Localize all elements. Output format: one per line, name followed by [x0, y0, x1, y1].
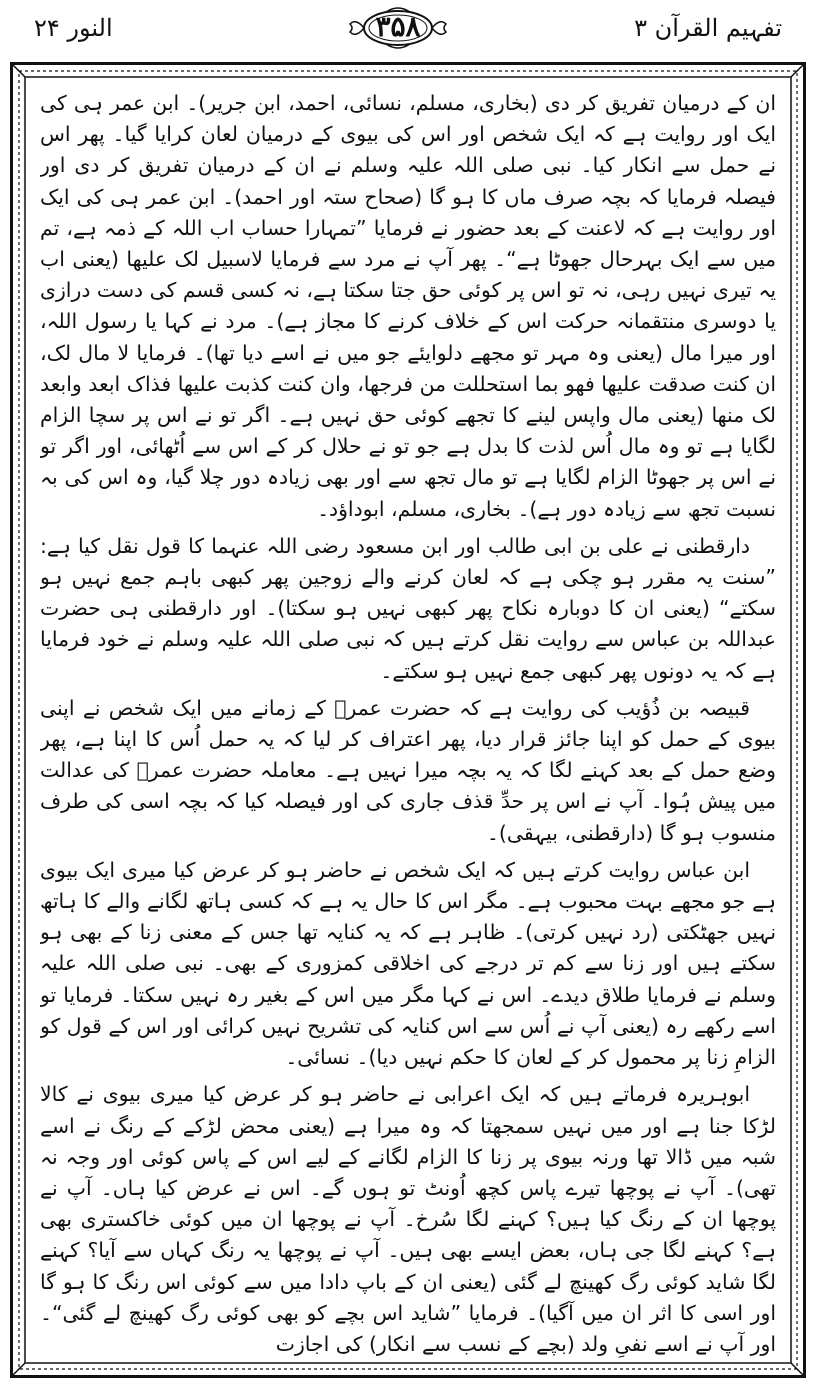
paragraph-2: دارقطنی نے علی بن ابی طالب اور ابن مسعود رضی اللہ عنہما کا قول نقل کیا ہے: ”سنت یہ مقرر ہو چکی ہے کہ لعان کرنے والے زوجین پھر کبھی باہم جمع نہیں ہو سکتے“ (یعنی ان کا دوبارہ نکاح پھر کبھی نہیں ہو سکتا)۔ اور دارقطنی ہی حضرت عبداللہ بن عباس سے روایت نقل کرتے ہیں کہ نبی صلی اللہ علیہ وسلم نے خود فرمایا ہے کہ یہ دونوں پھر کبھی جمع نہیں ہو سکتے۔ — [40, 533, 776, 683]
paragraph-4: ابن عباس روایت کرتے ہیں کہ ایک شخص نے حاضر ہو کر عرض کیا میری ایک بیوی ہے جو مجھے بہت محبوب ہے۔ مگر اس کا حال یہ ہے کہ کسی ہاتھ لگانے والے کا ہاتھ نہیں جھٹکتی (رد نہیں کرتی)۔ ظاہر ہے کہ یہ کنایہ تھا جس کے معنی زنا کے بھی ہو سکتے ہیں اور زنا سے کم تر درجے کی اخلاقی کمزوری کے بھی۔ نبی صلی اللہ علیہ وسلم نے فرمایا طلاق دیدے۔ اس نے کہا مگر میں اس کے بغیر رہ نہیں سکتا۔ فرمایا تو اسے رکھے رہ (یعنی آپ نے اُس سے اس کنایہ کی تشریح نہیں کرائی اور اس کے قول کو الزامِ زنا پر محمول کر کے لعان کا حکم نہیں دیا)۔ نسائی۔ — [40, 857, 776, 1070]
paragraph-5: ابوہریرہ فرماتے ہیں کہ ایک اعرابی نے حاضر ہو کر عرض کیا میری بیوی نے کالا لڑکا جنا ہے اور میں نہیں سمجھتا کہ وہ میرا ہے (یعنی محض لڑکے کے رنگ نے اسے شبہ میں ڈالا تھا ورنہ بیوی پر زنا کا الزام لگانے کے لیے اس کے پاس کوئی اور وجہ نہ تھی)۔ آپ نے پوچھا تیرے پاس کچھ اُونٹ تو ہوں گے۔ اس نے عرض کیا ہاں۔ آپ نے پوچھا ان کے رنگ کیا ہیں؟ کہنے لگا سُرخ۔ آپ نے پوچھا ان میں کوئی خاکستری بھی ہے؟ کہنے لگا جی ہاں، بعض ایسے بھی ہیں۔ آپ نے پوچھا یہ رنگ کہاں سے آیا؟ کہنے لگا شاید کوئی رگ کھینچ لے گئی (یعنی ان کے باپ دادا میں سے کوئی اس رنگ کا ہو گا اور اسی کا اثر ان میں آگیا)۔ فرمایا ”شاید اس بچے کو بھی کوئی رگ کھینچ لے گئی“۔ اور آپ نے اسے نفیِ ولد (بچے کے نسب سے انکار) کی اجازت — [40, 1082, 776, 1356]
page-frame — [10, 62, 806, 1378]
running-header-book-title: تفہیم القرآن ۳ — [634, 14, 782, 42]
page-header — [0, 0, 816, 66]
paragraph-1: ان کے درمیان تفریق کر دی (بخاری، مسلم، نسائی، احمد، ابن جریر)۔ ابن عمر ہی کی ایک اور روایت ہے کہ ایک شخص اور اس کی بیوی کے درمیان لعان کرایا گیا۔ پھر اس نے حمل سے انکار کیا۔ نبی صلی اللہ علیہ وسلم نے ان کے درمیان تفریق کر دی اور فیصلہ فرمایا کہ بچہ صرف ماں کا ہو گا (صحاح ستہ اور احمد)۔ ابن عمر ہی کی ایک اور روایت ہے کہ لاعنت کے بعد حضور نے فرمایا ”تمہارا حساب اب اللہ کے ذمہ ہے، تم میں سے ایک بہرحال جھوٹا ہے“۔ پھر آپ نے مرد سے فرمایا لاسبیل لک علیھا (یعنی اب یہ تیری نہیں رہی، نہ تو اس پر کوئی حق جتا سکتا ہے، نہ کسی قسم کی دست درازی یا دوسری منتقمانہ حرکت اس کے خلاف کرنے کا مجاز ہے)۔ مرد نے کہا یا رسول اللہ، اور میرا مال (یعنی وہ مہر تو مجھے دلوایئے جو میں نے اسے دیا تھا)۔ فرمایا لا مال لک، ان کنت صدقت علیھا فھو بما استحللت من فرجھا، وان کنت کذبت علیھا فذاک ابعد وابعد لک منھا (یعنی مال واپس لینے کا تجھے کوئی حق نہیں ہے۔ اگر تو نے اس پر سچا الزام لگایا ہے تو وہ مال اُس لذت کا بدل ہے جو تو نے حلال کر کے اس سے اُٹھائی، اور اگر تو نے اس پر جھوٹا الزام لگایا ہے تو مال تجھ سے اور بھی زیادہ دور چلا گیا، وہ اس کی بہ نسبت تجھ سے زیادہ دور ہے)۔ بخاری، مسلم، ابوداؤد۔ — [40, 91, 776, 521]
page-number: ۳۵۸ — [375, 10, 421, 43]
running-header-surah: النور ۲۴ — [34, 14, 113, 42]
paragraph-3: قبیصہ بن ذُؤیب کی روایت ہے کہ حضرت عمرؓ کے زمانے میں ایک شخص نے اپنی بیوی کے حمل کو اپنا جائز قرار دیا، پھر اعتراف کر لیا کہ یہ حمل اُس کا اپنا ہے، پھر وضع حمل کے بعد کہنے لگا کہ یہ بچہ میرا نہیں ہے۔ معاملہ حضرت عمرؓ کی عدالت میں پیش ہُوا۔ آپ نے اس پر حدِّ قذف جاری کی اور فیصلہ کیا کہ بچہ اسی کی طرف منسوب ہو گا (دارقطنی، بیہقی)۔ — [40, 695, 776, 845]
body-text — [40, 88, 776, 1360]
page-number-ornament — [348, 4, 448, 52]
